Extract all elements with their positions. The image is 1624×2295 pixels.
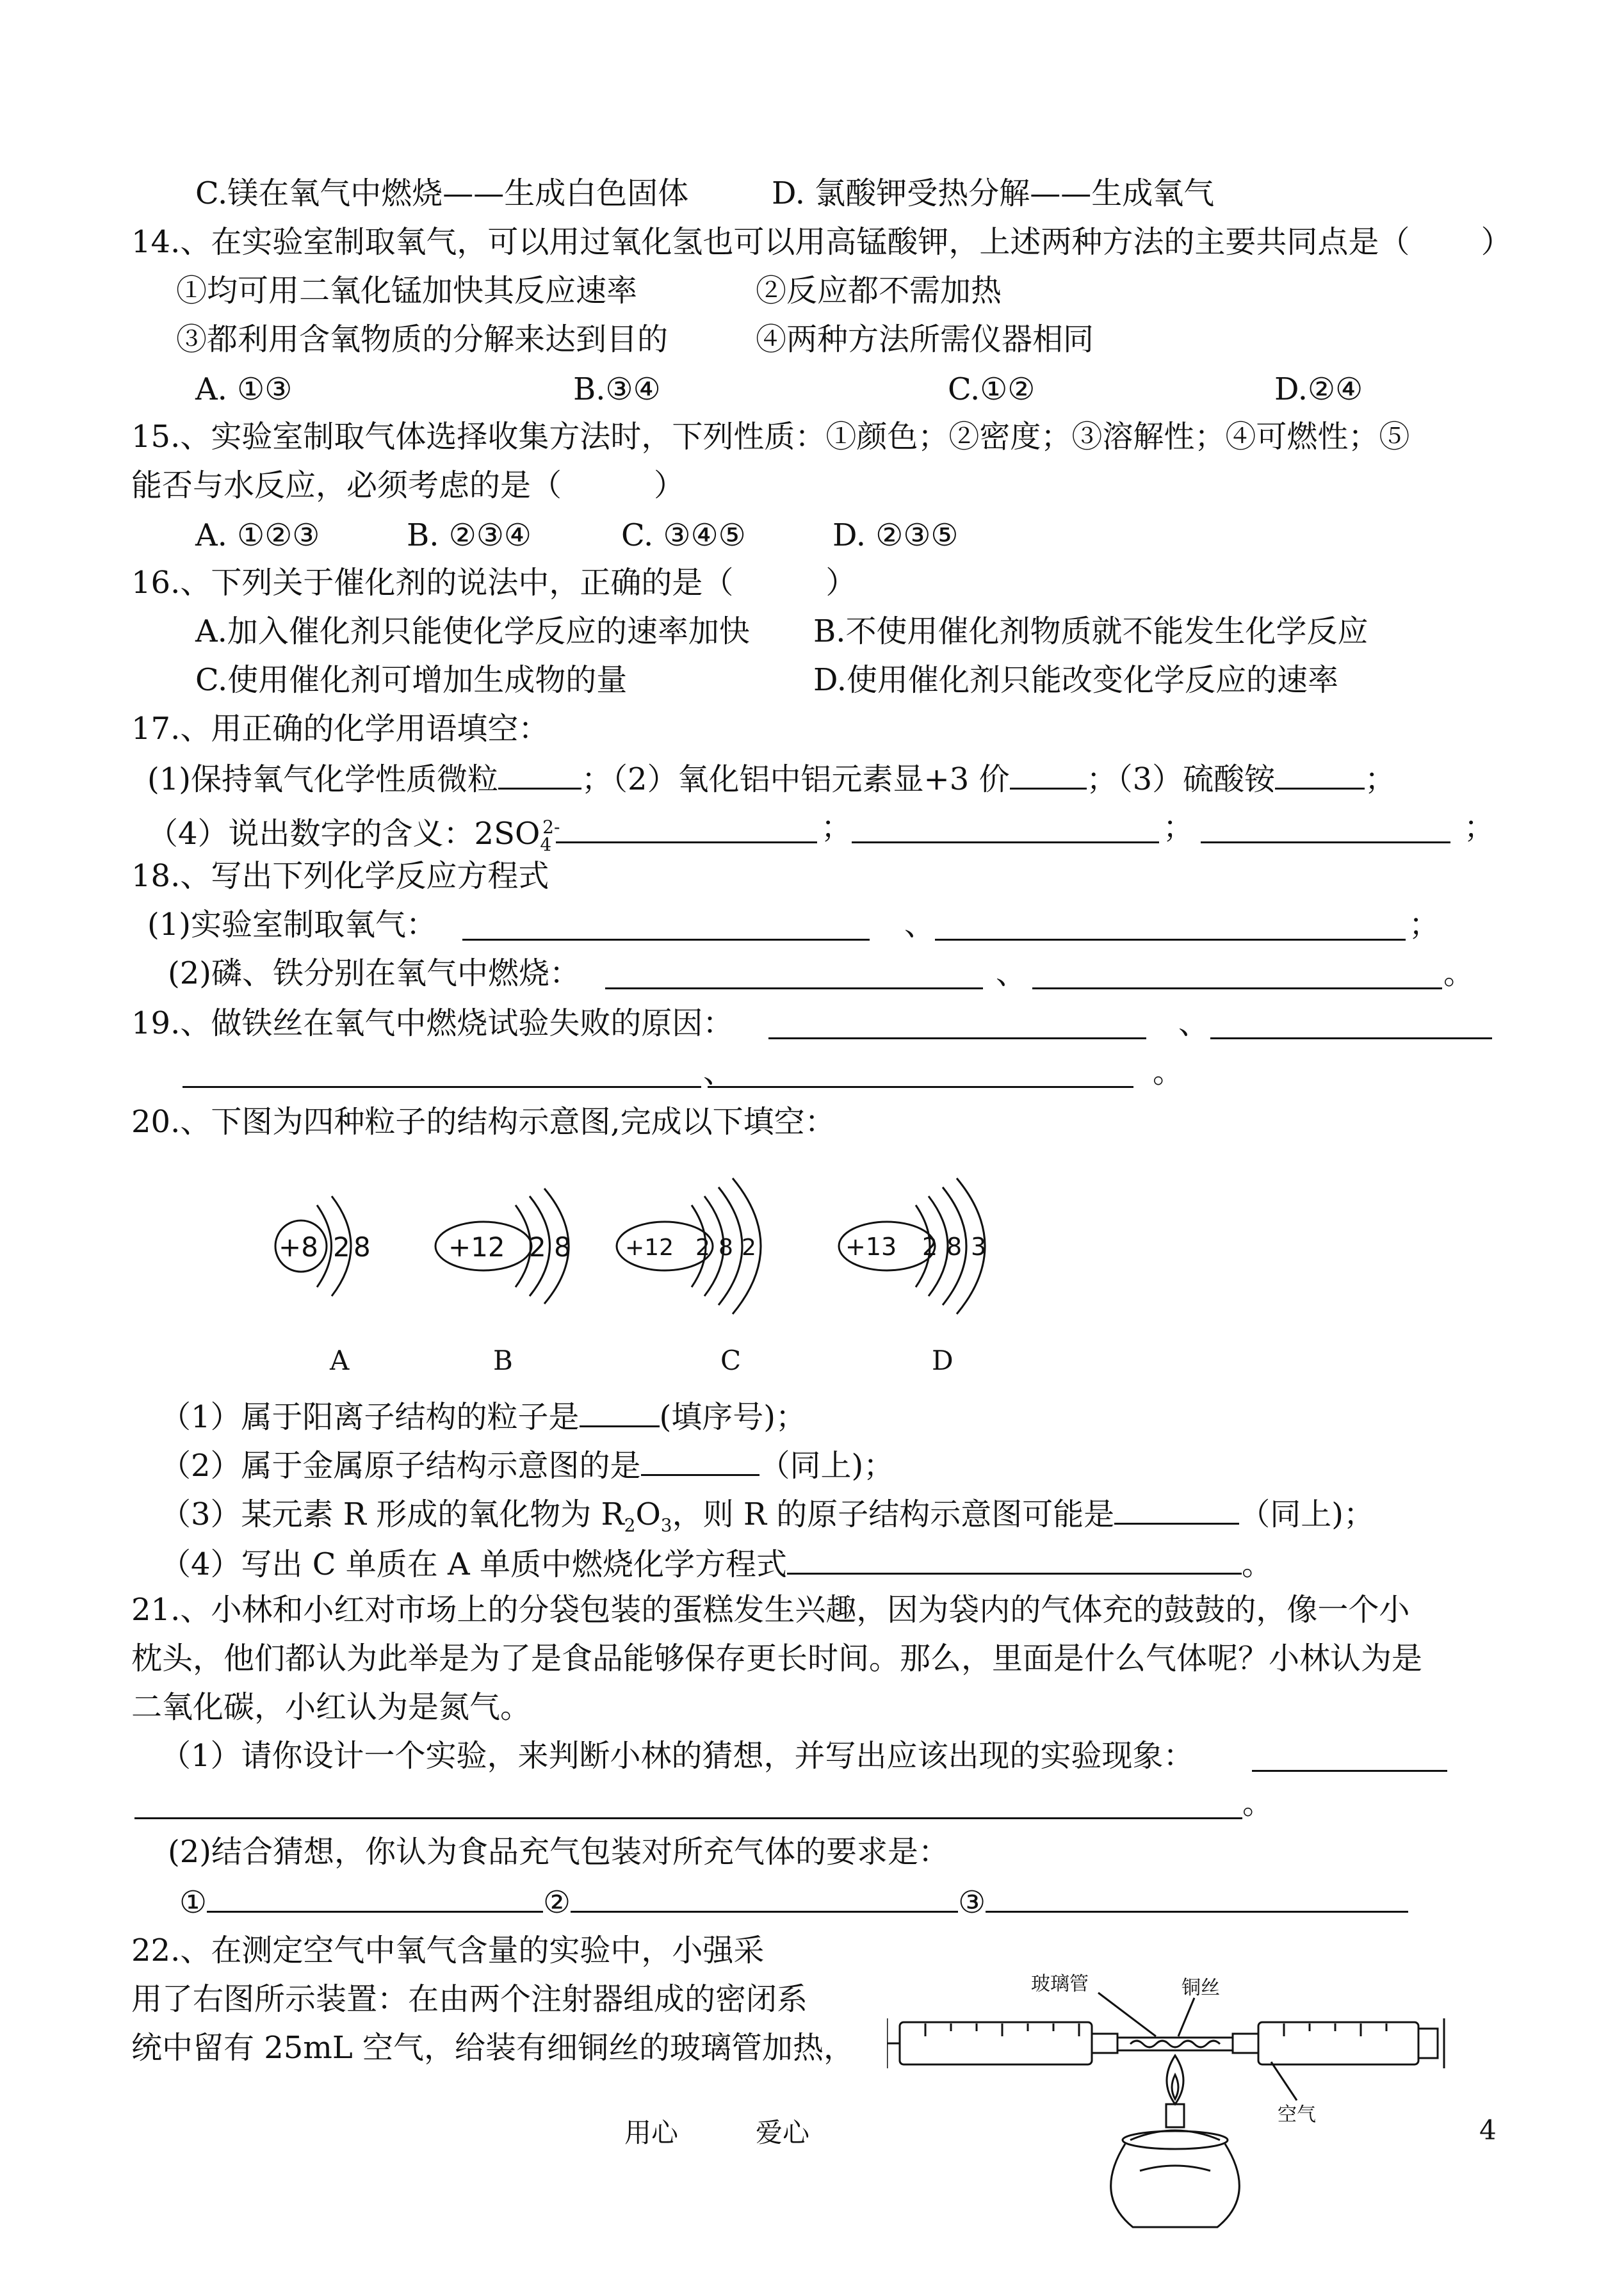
q16-option-b: B.不使用催化剂物质就不能发生化学反应 [813,613,1368,649]
q21-part1: （1）请你设计一个实验，来判断小林的猜想，并写出应该出现的实验现象： [160,1738,1194,1774]
q19-blank-2[interactable] [1210,1008,1492,1039]
q17-part3: ；（3）硫酸铵 [1086,761,1276,797]
q21-blank-3[interactable] [207,1881,543,1913]
q14-option-a: A. ①③ [195,371,293,407]
atom-d-shell-electrons-2: 8 [946,1233,962,1261]
q22-line3: 统中留有 25mL 空气，给装有细铜丝的玻璃管加热， [131,2030,854,2066]
q20-formula-o: O [635,1496,661,1532]
q21-blank-1[interactable] [1252,1740,1447,1772]
q14-option-b: B.③④ [573,371,661,407]
q18-sep-2: 、 [996,955,1027,991]
flame [1167,2056,1183,2104]
q18-sep-1: 、 [904,907,936,943]
q16-option-c: C.使用催化剂可增加生成物的量 [195,662,628,698]
page-number: 4 [1479,2114,1497,2146]
q20-blank-3[interactable] [1114,1493,1239,1525]
q20-line2 [160,1445,894,1485]
right-syringe-barrel [1258,2022,1418,2064]
atom-label-b: B [493,1345,513,1376]
q20-blank-1[interactable] [580,1396,660,1427]
right-syringe-tip [1233,2034,1258,2053]
q21-line6 [179,1881,1408,1922]
q22-line1: 22.、在测定空气中氧气含量的实验中，小强采 [131,1933,765,1968]
footer-text-1: 用心 [624,2117,679,2148]
footer-text-2: 爱心 [756,2117,810,2148]
q17-subscript: 4 [540,834,552,856]
q19-stem: 19.、做铁丝在氧气中燃烧试验失败的原因： [131,1005,734,1041]
q20-blank-2[interactable] [641,1445,759,1476]
atom-label-c: C [720,1345,742,1376]
q17-sep-3: ； [1464,809,1495,845]
q20-line4 [160,1543,1272,1584]
q17-part4: （4）说出数字的含义：2SO [147,816,540,852]
q15-option-a: A. ①②③ [195,517,320,553]
inner-flame [1172,2075,1178,2099]
atom-d-shell-electrons-3: 3 [971,1233,987,1261]
q20-line1 [160,1396,806,1436]
q17-part1: (1)保持氧气化学性质微粒 [147,761,498,797]
atom-c-shell-electrons-2: 8 [719,1235,733,1261]
q17-line1 [147,758,1395,799]
q19-sep-1: 、 [1178,1005,1210,1041]
q18-semicolon: ； [1409,907,1440,943]
q20-formula-sub-1: 2 [624,1514,636,1536]
q19-blank-4[interactable] [708,1057,1133,1088]
q17-stem: 17.、用正确的化学用语填空： [131,711,549,747]
atom-label-d: D [932,1345,954,1376]
q17-semicolon: ； [1365,761,1396,797]
q16-stem: 16.、下列关于催化剂的说法中，正确的是（ ） [131,565,857,601]
q18-blank-3[interactable] [605,958,983,989]
q21-blank-5[interactable] [986,1881,1408,1913]
q20-line3 [160,1493,1374,1545]
glass-tube [1117,2038,1233,2050]
q17-blank-6[interactable] [1201,812,1450,843]
atom-b-shell-electrons-2: 8 [554,1231,571,1263]
q20-part2-tail: （同上)； [759,1448,895,1484]
atom-d-shell-electrons-1: 2 [922,1233,938,1261]
atom-b-shell-electrons-1: 2 [529,1231,546,1263]
q17-blank-1[interactable] [498,758,581,790]
q19-blank-1[interactable] [768,1008,1146,1039]
q19-sep-2: 、 [703,1054,735,1090]
q20-part1-tail: (填序号)； [659,1399,807,1435]
q21-line1: 21.、小林和小红对市场上的分袋包装的蛋糕发生兴趣，因为袋内的气体充的鼓鼓的，像一个小 [131,1592,1410,1628]
q20-formula-sub-2: 3 [660,1514,672,1536]
q17-superscript: 2- [542,816,560,838]
left-syringe-barrel [900,2022,1092,2064]
q18-blank-1[interactable] [462,909,870,941]
q21-circle-2: ② [543,1885,571,1920]
q21-end: 。 [1242,1785,1274,1821]
syringe-apparatus-figure [887,1972,1450,2292]
lamp-wick-holder [1166,2104,1184,2127]
q21-blank-4[interactable] [571,1881,958,1913]
atom-structure-diagrams [243,1159,1076,1326]
atom-d-nucleus: +13 [845,1233,897,1261]
q18-stem: 18.、写出下列化学反应方程式 [131,858,549,894]
atom-b-shell-1 [516,1205,531,1287]
q18-blank-4[interactable] [1032,958,1442,989]
q18-part2: (2)磷、铁分别在氧气中燃烧： [168,955,580,991]
q17-sep-1: ； [821,809,852,845]
q17-blank-3[interactable] [1275,758,1365,790]
right-syringe-plunger [1418,2029,1438,2058]
q14-statement-2: ②反应都不需加热 [756,273,1002,309]
q16-option-a: A.加入催化剂只能使化学反应的速率加快 [195,613,750,649]
atom-c-shell-electrons-1: 2 [695,1235,710,1261]
q15-option-d: D. ②③⑤ [832,517,959,553]
right-syringe-ticks [1284,2023,1386,2036]
q17-sep-2: ； [1163,809,1194,845]
q14-option-d: D.②④ [1274,371,1363,407]
lamp-body [1111,2144,1240,2227]
q21-line2: 枕头，他们都认为此举是为了是食品能够保存更长时间。那么，里面是什么气体呢？小林认为是 [131,1641,1423,1676]
q15-stem-line2: 能否与水反应，必须考虑的是（ ） [131,467,685,503]
q14-statement-4: ④两种方法所需仪器相同 [756,321,1094,357]
q15-stem-line1: 15.、实验室制取气体选择收集方法时，下列性质：①颜色；②密度；③溶解性；④可燃性；⑤ [131,419,1410,455]
copper-wire [1130,2041,1220,2047]
q20-part1: （1）属于阳离子结构的粒子是 [160,1399,580,1435]
q21-circle-3: ③ [958,1885,986,1920]
atom-a-shell-electrons-1: 2 [333,1231,350,1263]
q15-option-b: B. ②③④ [407,517,532,553]
q20-part3: （3）某元素 R 形成的氧化物为 R [160,1496,624,1532]
q14-statement-3: ③都利用含氧物质的分解来达到目的 [176,321,669,357]
q19-blank-3[interactable] [183,1057,701,1088]
lamp-rim [1123,2131,1228,2149]
q21-blank-2[interactable] [134,1788,1242,1819]
atom-a-nucleus: +8 [279,1231,318,1263]
q18-blank-2[interactable] [935,909,1406,941]
q20-part3-tail: （同上)； [1239,1496,1375,1532]
atom-b-nucleus: +12 [448,1231,505,1263]
copper-wire-leader [1178,1998,1194,2036]
q13-option-d: D. 氯酸钾受热分解——生成氧气 [772,175,1215,211]
q15-option-c: C. ③④⑤ [621,517,746,553]
q20-part4: （4）写出 C 单质在 A 单质中燃烧化学方程式 [160,1546,787,1582]
label-air: 空气 [1278,2104,1316,2126]
left-syringe-ticks [925,2023,1079,2036]
atom-c-shell-electrons-3: 2 [742,1235,756,1261]
label-glass-tube: 玻璃管 [1031,1973,1089,1995]
atom-c-nucleus: +12 [625,1235,674,1261]
q17-blank-5[interactable] [852,812,1159,843]
q13-option-c: C.镁在氧气中燃烧——生成白色固体 [195,175,689,211]
q20-part2: （2）属于金属原子结构示意图的是 [160,1448,641,1484]
label-copper-wire: 铜丝 [1181,1977,1220,1999]
q20-stem: 20.、下图为四种粒子的结构示意图,完成以下填空： [131,1104,836,1140]
glass-tube-leader [1098,1993,1156,2036]
q22-line2: 用了右图所示装置：在由两个注射器组成的密闭系 [131,1981,808,2017]
atom-a-shell-electrons-2: 8 [353,1231,371,1263]
q14-statement-1: ①均可用二氧化锰加快其反应速率 [176,273,638,309]
lamp-liquid [1140,2166,1210,2171]
q17-blank-4[interactable] [556,812,817,843]
q21-part2: (2)结合猜想，你认为食品充气包装对所充气体的要求是： [168,1834,949,1870]
q20-end: 。 [1241,1546,1272,1582]
q18-end: 。 [1443,955,1475,991]
q20-part3-cont: ，则 R 的原子结构示意图可能是 [672,1496,1115,1532]
atom-a-shell-1 [317,1205,332,1287]
q20-blank-4[interactable] [787,1543,1242,1575]
q21-line3: 二氧化碳，小红认为是氮气。 [131,1689,532,1725]
q17-line2 [147,808,560,864]
left-syringe-tip [1092,2034,1117,2053]
q21-circle-1: ① [179,1885,207,1920]
q17-part2: ；（2）氧化铝中铝元素显+3 价 [581,761,1010,797]
atom-label-a: A [330,1345,350,1376]
q14-option-c: C.①② [948,371,1035,407]
q14-stem: 14.、在实验室制取氧气，可以用过氧化氢也可以用高锰酸钾，上述两种方法的主要共同点是（ ） [131,224,1512,260]
q18-part1: (1)实验室制取氧气： [147,907,437,943]
air-leader [1271,2062,1297,2100]
q17-blank-2[interactable] [1010,758,1087,790]
q19-end: 。 [1153,1054,1184,1090]
q16-option-d: D.使用催化剂只能改变化学反应的速率 [813,662,1339,698]
